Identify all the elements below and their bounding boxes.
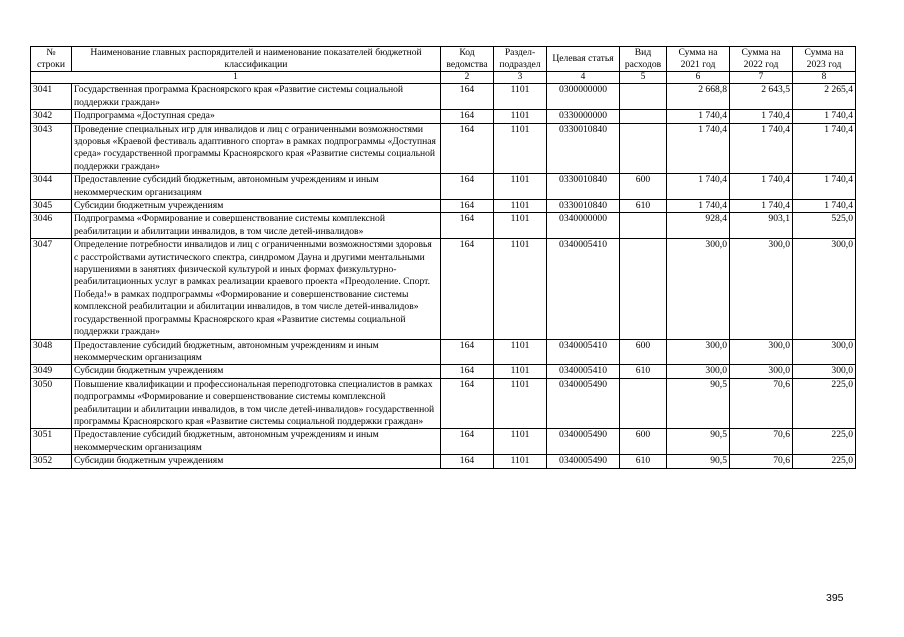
- header-sum-2023: Сумма на 2023 год: [793, 47, 856, 72]
- row-name-cell: Повышение квалификации и профессиональная переподготовка специалистов в рамках подпрограммы «Формирование и совершенствование системы комплексной реабилитации и абилитации инвалидов, в том числе детей-инвалидов» государственной программы Красноярского края «Развитие системы социальной поддержки граждан»: [72, 378, 441, 429]
- row-number-cell: 3043: [31, 123, 72, 174]
- row-sum-2021-cell: 1 740,4: [667, 123, 730, 174]
- row-sum-2023-cell: 1 740,4: [793, 200, 856, 213]
- row-expense-type-cell: 600: [620, 339, 667, 365]
- row-section-cell: 1101: [494, 455, 547, 468]
- column-number-4: 4: [547, 71, 620, 84]
- budget-table: [30, 46, 856, 469]
- row-dept-code-cell: 164: [441, 455, 494, 468]
- row-name-cell: Государственная программа Красноярского края «Развитие системы социальной поддержки граждан»: [72, 84, 441, 110]
- table-body: [31, 84, 856, 468]
- row-target-cell: 0330000000: [547, 110, 620, 123]
- row-sum-2022-cell: 300,0: [730, 239, 793, 339]
- row-dept-code-cell: 164: [441, 378, 494, 429]
- table-row: [31, 429, 856, 455]
- row-sum-2023-cell: 225,0: [793, 378, 856, 429]
- row-sum-2023-cell: 1 740,4: [793, 123, 856, 174]
- row-target-cell: 0330010840: [547, 174, 620, 200]
- row-sum-2022-cell: 300,0: [730, 339, 793, 365]
- row-dept-code-cell: 164: [441, 365, 494, 378]
- row-number-cell: 3049: [31, 365, 72, 378]
- row-sum-2023-cell: 1 740,4: [793, 110, 856, 123]
- row-expense-type-cell: [620, 123, 667, 174]
- row-dept-code-cell: 164: [441, 200, 494, 213]
- row-sum-2021-cell: 1 740,4: [667, 200, 730, 213]
- row-section-cell: 1101: [494, 84, 547, 110]
- header-sum-2021: Сумма на 2021 год: [667, 47, 730, 72]
- row-sum-2022-cell: 1 740,4: [730, 110, 793, 123]
- row-dept-code-cell: 164: [441, 123, 494, 174]
- row-target-cell: 0300000000: [547, 84, 620, 110]
- row-number-cell: 3045: [31, 200, 72, 213]
- table-row: [31, 123, 856, 174]
- row-name-cell: Предоставление субсидий бюджетным, автономным учреждениям и иным некоммерческим организациям: [72, 174, 441, 200]
- row-sum-2022-cell: 1 740,4: [730, 174, 793, 200]
- row-dept-code-cell: 164: [441, 239, 494, 339]
- row-name-cell: Предоставление субсидий бюджетным, автономным учреждениям и иным некоммерческим организациям: [72, 339, 441, 365]
- column-number-6: 6: [667, 71, 730, 84]
- row-section-cell: 1101: [494, 239, 547, 339]
- row-sum-2023-cell: 225,0: [793, 455, 856, 468]
- budget-sheet: [30, 46, 855, 469]
- row-section-cell: 1101: [494, 378, 547, 429]
- row-sum-2022-cell: 300,0: [730, 365, 793, 378]
- header-expense-type: Вид расходов: [620, 47, 667, 72]
- row-sum-2021-cell: 90,5: [667, 455, 730, 468]
- row-expense-type-cell: 610: [620, 365, 667, 378]
- row-section-cell: 1101: [494, 365, 547, 378]
- row-sum-2023-cell: 225,0: [793, 429, 856, 455]
- header-section: Раздел-подраздел: [494, 47, 547, 72]
- row-sum-2023-cell: 300,0: [793, 339, 856, 365]
- row-target-cell: 0340000000: [547, 213, 620, 239]
- row-sum-2021-cell: 90,5: [667, 429, 730, 455]
- row-sum-2022-cell: 1 740,4: [730, 123, 793, 174]
- row-expense-type-cell: [620, 239, 667, 339]
- row-target-cell: 0340005410: [547, 365, 620, 378]
- row-sum-2021-cell: 300,0: [667, 339, 730, 365]
- row-number-cell: 3041: [31, 84, 72, 110]
- row-number-cell: 3048: [31, 339, 72, 365]
- row-expense-type-cell: 610: [620, 200, 667, 213]
- row-sum-2023-cell: 300,0: [793, 239, 856, 339]
- row-sum-2022-cell: 70,6: [730, 429, 793, 455]
- row-sum-2021-cell: 1 740,4: [667, 174, 730, 200]
- row-expense-type-cell: 600: [620, 174, 667, 200]
- row-target-cell: 0340005490: [547, 455, 620, 468]
- row-name-cell: Подпрограмма «Формирование и совершенствование системы комплексной реабилитации и абилитации инвалидов, в том числе детей-инвалидов»: [72, 213, 441, 239]
- column-number-7: 7: [730, 71, 793, 84]
- header-name: Наименование главных распорядителей и наименование показателей бюджетной классификации: [72, 47, 441, 72]
- row-section-cell: 1101: [494, 213, 547, 239]
- row-name-cell: Субсидии бюджетным учреждениям: [72, 200, 441, 213]
- row-target-cell: 0340005410: [547, 339, 620, 365]
- row-sum-2023-cell: 1 740,4: [793, 174, 856, 200]
- row-name-cell: Предоставление субсидий бюджетным, автономным учреждениям и иным некоммерческим организациям: [72, 429, 441, 455]
- row-number-cell: 3050: [31, 378, 72, 429]
- row-section-cell: 1101: [494, 429, 547, 455]
- row-expense-type-cell: [620, 84, 667, 110]
- table-row: [31, 84, 856, 110]
- row-number-cell: 3047: [31, 239, 72, 339]
- header-row: [31, 47, 856, 72]
- table-row: [31, 213, 856, 239]
- row-sum-2023-cell: 300,0: [793, 365, 856, 378]
- row-expense-type-cell: [620, 213, 667, 239]
- row-expense-type-cell: [620, 110, 667, 123]
- row-name-cell: Субсидии бюджетным учреждениям: [72, 365, 441, 378]
- row-sum-2021-cell: 300,0: [667, 239, 730, 339]
- header-row-no: № строки: [31, 47, 72, 72]
- row-number-cell: 3044: [31, 174, 72, 200]
- row-sum-2022-cell: 70,6: [730, 378, 793, 429]
- row-sum-2021-cell: 300,0: [667, 365, 730, 378]
- row-target-cell: 0340005490: [547, 429, 620, 455]
- row-sum-2021-cell: 1 740,4: [667, 110, 730, 123]
- table-row: [31, 174, 856, 200]
- row-section-cell: 1101: [494, 174, 547, 200]
- table-row: [31, 239, 856, 339]
- row-name-cell: Определение потребности инвалидов и лиц с ограниченными возможностями здоровья с расстройствами аутистического спектра, синдромом Дауна и другими ментальными нарушениями в занятиях физической культурой и иных формах физкультурно-реабилитационных услуг в рамках реализации краевого проекта «Преодоление. Спорт. Победа!» в рамках подпрограммы «Формирование и совершенствование системы комплексной реабилитации и абилитации инвалидов, в том числе детей-инвалидов» государственной программы Красноярского края «Развитие системы социальной поддержки граждан»: [72, 239, 441, 339]
- column-number-2: 2: [441, 71, 494, 84]
- column-number-row: [31, 71, 856, 84]
- row-expense-type-cell: [620, 378, 667, 429]
- row-name-cell: Проведение специальных игр для инвалидов и лиц с ограниченными возможностями здоровья «Краевой фестиваль адаптивного спорта» в рамках подпрограммы «Доступная среда» государственной программы Красноярского края «Развитие системы социальной поддержки граждан»: [72, 123, 441, 174]
- row-target-cell: 0330010840: [547, 200, 620, 213]
- row-sum-2022-cell: 2 643,5: [730, 84, 793, 110]
- row-sum-2023-cell: 2 265,4: [793, 84, 856, 110]
- column-number-3: 3: [494, 71, 547, 84]
- row-target-cell: 0340005410: [547, 239, 620, 339]
- row-expense-type-cell: 600: [620, 429, 667, 455]
- row-sum-2022-cell: 70,6: [730, 455, 793, 468]
- table-row: [31, 110, 856, 123]
- row-dept-code-cell: 164: [441, 213, 494, 239]
- row-number-cell: 3051: [31, 429, 72, 455]
- row-sum-2023-cell: 525,0: [793, 213, 856, 239]
- row-sum-2022-cell: 903,1: [730, 213, 793, 239]
- row-section-cell: 1101: [494, 200, 547, 213]
- row-section-cell: 1101: [494, 123, 547, 174]
- row-name-cell: Подпрограмма «Доступная среда»: [72, 110, 441, 123]
- header-dept-code: Код ведомства: [441, 47, 494, 72]
- column-number-8: 8: [793, 71, 856, 84]
- row-dept-code-cell: 164: [441, 110, 494, 123]
- header-sum-2022: Сумма на 2022 год: [730, 47, 793, 72]
- row-expense-type-cell: 610: [620, 455, 667, 468]
- row-number-cell: 3052: [31, 455, 72, 468]
- row-target-cell: 0340005490: [547, 378, 620, 429]
- row-dept-code-cell: 164: [441, 174, 494, 200]
- row-target-cell: 0330010840: [547, 123, 620, 174]
- row-section-cell: 1101: [494, 339, 547, 365]
- row-dept-code-cell: 164: [441, 429, 494, 455]
- page-number: 395: [826, 592, 844, 604]
- column-number-5: 5: [620, 71, 667, 84]
- table-row: [31, 378, 856, 429]
- row-sum-2022-cell: 1 740,4: [730, 200, 793, 213]
- row-number-cell: 3046: [31, 213, 72, 239]
- table-row: [31, 455, 856, 468]
- header-target: Целевая статья: [547, 47, 620, 72]
- row-sum-2021-cell: 90,5: [667, 378, 730, 429]
- table-row: [31, 365, 856, 378]
- row-dept-code-cell: 164: [441, 84, 494, 110]
- row-name-cell: Субсидии бюджетным учреждениям: [72, 455, 441, 468]
- table-row: [31, 339, 856, 365]
- row-number-cell: 3042: [31, 110, 72, 123]
- row-section-cell: 1101: [494, 110, 547, 123]
- row-dept-code-cell: 164: [441, 339, 494, 365]
- column-number-1: 1: [31, 71, 441, 84]
- table-row: [31, 200, 856, 213]
- row-sum-2021-cell: 2 668,8: [667, 84, 730, 110]
- row-sum-2021-cell: 928,4: [667, 213, 730, 239]
